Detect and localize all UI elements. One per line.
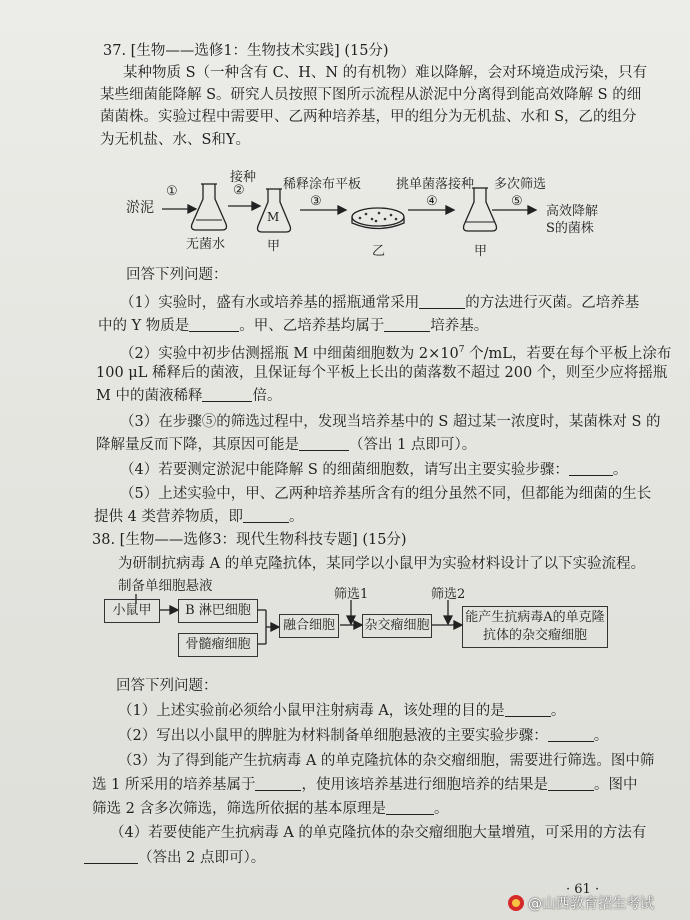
answer-blank[interactable] [386, 799, 434, 815]
q37-item-2: （2）实验中初步估测摇瓶 M 中细菌细胞数为 $2\times 10^7$ 个/mL，若要在每个平板上涂布 [120, 345, 672, 362]
q37-item-3: （3）在步骤⑤的筛选过程中，发现当培养基中的 S 超过某一浓度时，某菌株对 S 的 [120, 414, 661, 430]
answer-blank[interactable] [505, 701, 551, 717]
flask-1-label: 无菌水 [186, 237, 226, 252]
q37-header: 37. [生物——选修1：生物技术实践] (15分) [103, 43, 389, 59]
source-label-sludge: 淤泥 [126, 200, 154, 216]
answer-blank[interactable] [548, 726, 594, 742]
q37-item-5-cont: 提供 4 类营养物质，即 。 [94, 509, 304, 525]
step-4-marker: ④ [426, 194, 438, 209]
q37-item-3-cont: 降解量反而下降，其原因可能是 （答出 1 点即可）。 [96, 437, 477, 453]
q38-item-4-cont: （答出 2 点即可）。 [84, 848, 265, 868]
q38-item-2: （2）写出以小鼠甲的脾脏为材料制备单细胞悬液的主要实验步骤： 。 [118, 728, 609, 744]
q38-item-4: （4）若要使能产生抗病毒 A 的单克隆抗体的杂交瘤细胞大量增殖，可采用的方法有 [110, 825, 647, 841]
label-screen-2: 筛选2 [431, 587, 466, 602]
q37-item-1: （1）实验时，盛有水或培养基的摇瓶通常采用 的方法进行灭菌。乙培养基 [120, 295, 640, 311]
label-inoculate: 接种 [230, 170, 257, 185]
q37-item-5: （5）上述实验中，甲、乙两种培养基所含有的组分虽然不同，但都能为细菌的生长 [120, 486, 652, 502]
box-myeloma: 骨髓瘤细胞 [178, 633, 258, 657]
answer-blank[interactable] [84, 848, 138, 864]
q38-item-3-cont: 筛选 2 含多次筛选，筛选所依据的基本原理是 。 [92, 801, 449, 817]
step-1-marker: ① [166, 184, 178, 199]
label-dilution-plating: 稀释涂布平板 [283, 177, 362, 192]
flask-2-mark: M [267, 210, 280, 224]
flask-2-label: 甲 [267, 239, 281, 254]
q37-item-4: （4）若要测定淤泥中能降解 S 的细菌细胞数，请写出主要实验步骤： 。 [120, 462, 628, 478]
q38-prompt: 回答下列问题： [116, 678, 218, 694]
q38-header: 38. [生物——选修3：现代生物科技专题] (15分) [92, 532, 407, 548]
q37-intro-line: 菌菌株。实验过程中需要甲、乙两种培养基，甲的组分为无机盐、水和 S，乙的组分 [100, 109, 637, 125]
q37-item-2-cont: 100 μL 稀释后的菌液，且保证每个平板上长出的菌落数不超过 200 个，则至少应将摇瓶 [96, 365, 668, 381]
q37-item-1-cont: 中的 Y 物质是 。甲、乙培养基均属于 培养基。 [98, 318, 489, 334]
step-3-marker: ③ [310, 194, 322, 209]
page-number: · 61 · [566, 882, 600, 897]
q37-intro-line: 某种物质 S（一种含有 C、H、N 的有机物）难以降解，会对环境造成污染，只有 [123, 65, 648, 81]
result-label-line1: 高效降解 [546, 204, 599, 219]
step-5-marker: ⑤ [511, 194, 523, 209]
label-screen-1: 筛选1 [334, 587, 369, 602]
q38-item-3: （3）为了得到能产生抗病毒 A 的单克隆抗体的杂交瘤细胞，需要进行筛选。图中筛 [118, 753, 655, 769]
plate-label: 乙 [372, 244, 386, 259]
label-multiple-screen: 多次筛选 [494, 177, 547, 192]
q38-diagram-caption: 制备单细胞悬液 [118, 578, 213, 594]
q37-item-2-cont: M 中的菌液稀释 倍。 [96, 388, 282, 404]
q37-intro-line: 为无机盐、水、S和Y。 [100, 132, 251, 148]
label-pick-colony: 挑单菌落接种 [396, 177, 475, 192]
q38-item-3-cont: 选 1 所采用的培养基属于 ，使用该培养基进行细胞培养的结果是 。图中 [92, 777, 638, 793]
flask-3-label: 甲 [474, 244, 488, 259]
box-fusion-cell: 融合细胞 [279, 614, 339, 638]
box-mouse: 小鼠甲 [104, 599, 160, 623]
watermark: @山西教育招生考试 [508, 894, 654, 914]
answer-blank[interactable] [255, 775, 301, 791]
q37-intro-line: 某些细菌能降解 S。研究人员按照下图所示流程从淤泥中分离得到能高效降解 S 的细 [100, 87, 642, 103]
box-b-lymphocyte: B 淋巴细胞 [178, 599, 258, 623]
q38-item-1: （1）上述实验前必须给小鼠甲注射病毒 A，该处理的目的是 。 [118, 703, 566, 719]
box-final-hybridoma: 能产生抗病毒A的单克隆 抗体的杂交瘤细胞 [462, 606, 608, 648]
step-2-marker: ② [233, 183, 245, 198]
result-label-line2: S的菌株 [546, 221, 594, 236]
q37-prompt: 回答下列问题： [126, 267, 228, 283]
q38-intro: 为研制抗病毒 A 的单克隆抗体，某同学以小鼠甲为实验材料设计了以下实验流程。 [118, 556, 646, 572]
weibo-logo-icon [508, 895, 524, 911]
box-hybridoma: 杂交瘤细胞 [362, 614, 432, 638]
answer-blank[interactable] [548, 775, 594, 791]
